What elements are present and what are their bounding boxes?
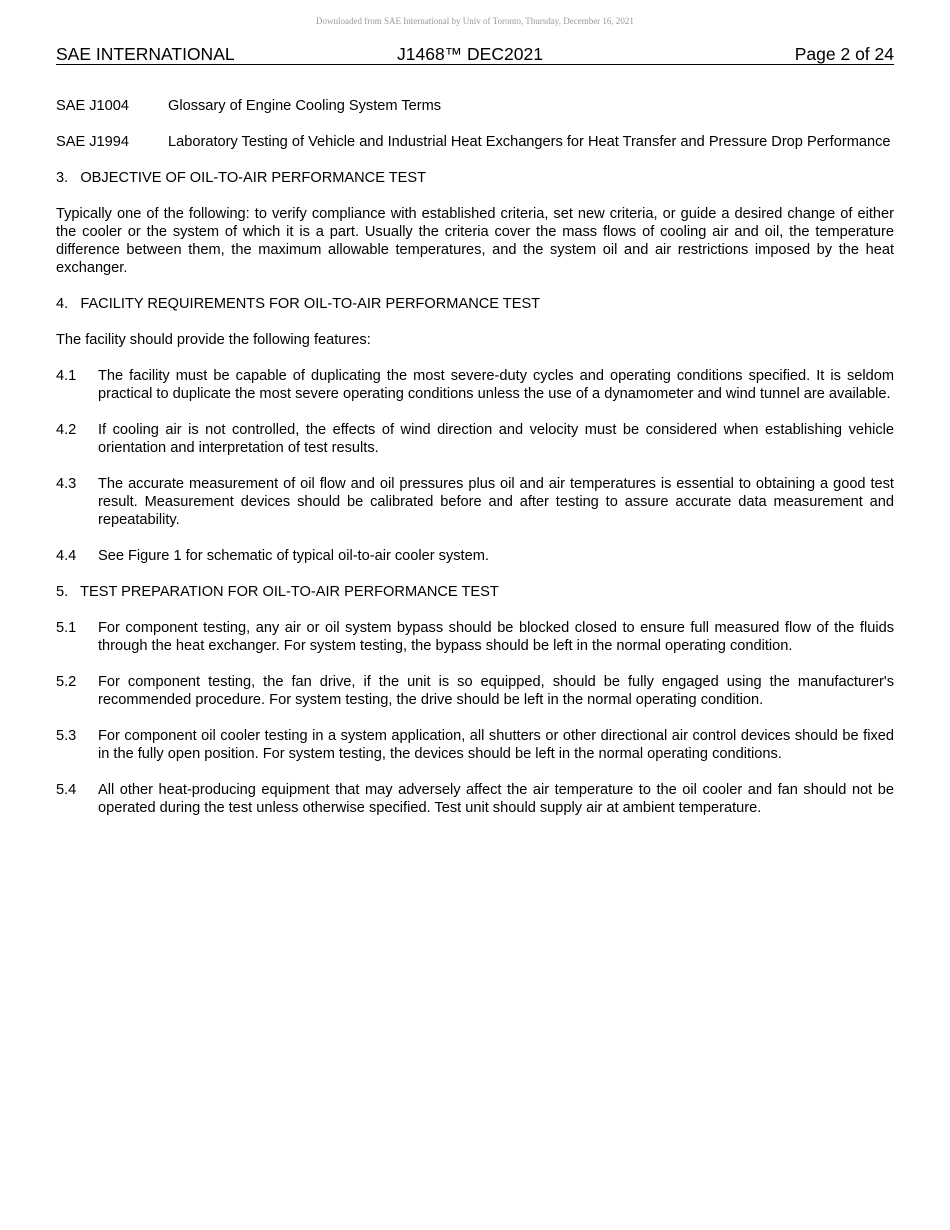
section-item — [56, 727, 894, 763]
reference-entry — [56, 133, 894, 151]
download-watermark: Downloaded from SAE International by Univ of Toronto, Thursday, December 16, 2021 — [316, 16, 634, 26]
section-item — [56, 475, 894, 529]
page-header — [56, 44, 894, 65]
item-number: 4.1 — [56, 368, 77, 384]
item-text: See Figure 1 for schematic of typical oil-to-air cooler system. — [98, 548, 489, 564]
reference-code: SAE J1004 — [56, 98, 130, 114]
section-4-heading: 4. FACILITY REQUIREMENTS FOR OIL-TO-AIR PERFORMANCE TEST — [56, 296, 541, 312]
section-item — [56, 781, 894, 817]
item-text: The facility must be capable of duplicating the most severe-duty cycles and operating conditions specified. It is seldom practical to duplicate the most severe operating conditions unless the use of a dynamometer and wind tunnel are available. — [98, 368, 894, 402]
section-item — [56, 673, 894, 709]
section-item — [56, 619, 894, 655]
item-text: All other heat-producing equipment that may adversely affect the air temperature to the oil cooler and fan should not be operated during the test unless otherwise specified. Test unit should supply air at ambient temperature. — [98, 782, 894, 816]
item-text: For component testing, the fan drive, if the unit is so equipped, should be fully engaged using the manufacturer's recommended procedure. For system testing, the drive should be left in the normal operating condition. — [98, 674, 894, 708]
reference-entry — [56, 97, 894, 115]
header-organization: SAE INTERNATIONAL — [56, 44, 235, 64]
header-document-id: J1468™ DEC2021 — [397, 44, 543, 64]
item-number: 5.1 — [56, 620, 77, 636]
section-item — [56, 547, 894, 565]
item-number: 4.3 — [56, 476, 77, 492]
reference-code: SAE J1994 — [56, 134, 130, 150]
section-4-intro: The facility should provide the following features: — [56, 332, 371, 348]
item-number: 5.2 — [56, 674, 77, 690]
section-3-heading: 3. OBJECTIVE OF OIL-TO-AIR PERFORMANCE TEST — [56, 170, 427, 186]
document-body — [56, 97, 894, 835]
reference-title: Glossary of Engine Cooling System Terms — [168, 98, 442, 114]
section-item — [56, 367, 894, 403]
item-text: For component testing, any air or oil system bypass should be blocked closed to ensure full measured flow of the fluids through the heat exchanger. For system testing, the bypass should be left in the normal operating condition. — [98, 620, 894, 654]
item-number: 4.4 — [56, 548, 77, 564]
item-number: 5.4 — [56, 782, 77, 798]
section-5-heading: 5. TEST PREPARATION FOR OIL-TO-AIR PERFORMANCE TEST — [56, 584, 499, 600]
item-text: If cooling air is not controlled, the effects of wind direction and velocity must be considered when establishing vehicle orientation and interpretation of test results. — [98, 422, 894, 456]
reference-title: Laboratory Testing of Vehicle and Industrial Heat Exchangers for Heat Transfer and Pressure Drop Performance — [168, 134, 891, 150]
header-page-number: Page 2 of 24 — [794, 44, 894, 64]
section-3-body: Typically one of the following: to verify compliance with established criteria, set new criteria, or guide a desired change of either the cooler or the system of which it is a part. Usually the criteria cover the mass flows of cooling air and oil, the temperature difference between them, the maximum allowable temperatures, and the system oil and air restrictions imposed by the heat exchanger. — [56, 206, 894, 276]
section-item — [56, 421, 894, 457]
item-number: 4.2 — [56, 422, 77, 438]
item-text: The accurate measurement of oil flow and oil pressures plus oil and air temperatures is essential to obtaining a good test result. Measurement devices should be calibrated before and after testing to assure accurate data measurement and repeatability. — [98, 476, 894, 528]
item-number: 5.3 — [56, 728, 77, 744]
item-text: For component oil cooler testing in a system application, all shutters or other directional air control devices should be fixed in the fully open position. For system testing, the devices should be left in the normal operating conditions. — [98, 728, 894, 762]
